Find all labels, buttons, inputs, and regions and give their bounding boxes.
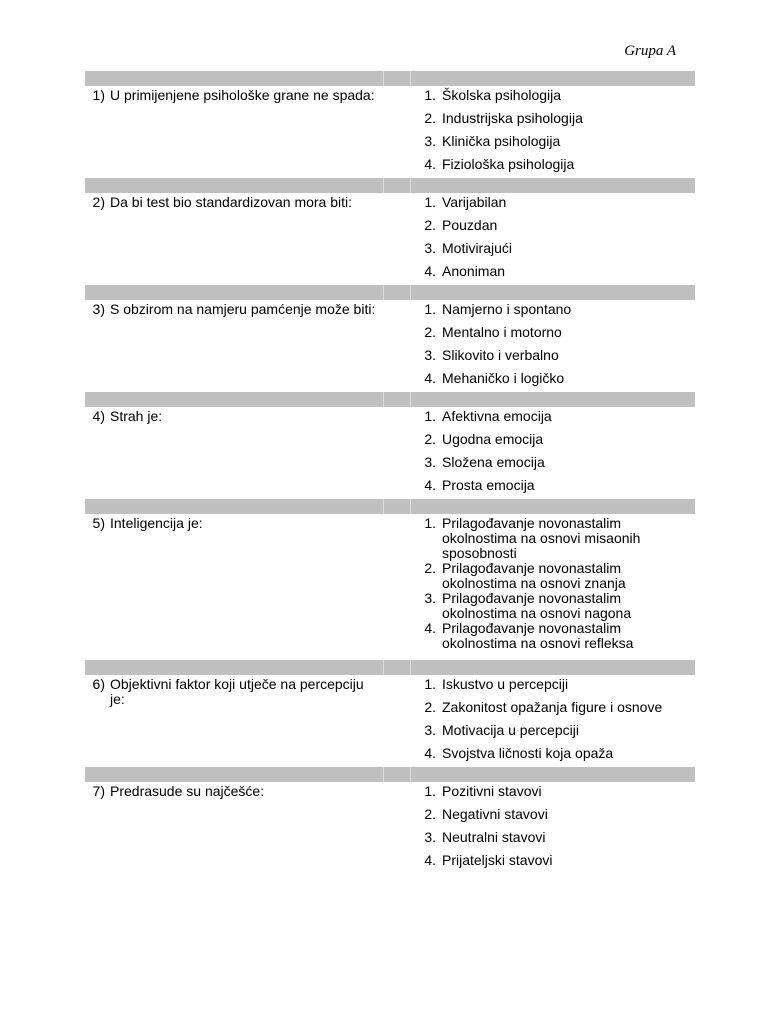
question-text: Predrasude su najčešće: bbox=[110, 783, 265, 799]
answer-number: 3. bbox=[424, 829, 436, 845]
answer-number: 3. bbox=[424, 722, 436, 738]
answer-number: 4. bbox=[424, 477, 436, 493]
answer-text: Neutralni stavovi bbox=[442, 829, 546, 845]
answer-text: Prilagođavanje novonastalim okolnostima na osnovi znanja bbox=[442, 560, 626, 591]
question-text: Objektivni faktor koji utječe na percepciju je: bbox=[110, 676, 364, 707]
answer-number: 1. bbox=[424, 676, 436, 692]
spacer-cell bbox=[383, 86, 410, 178]
question-number: 6) bbox=[92, 676, 105, 692]
question-number: 1) bbox=[92, 87, 105, 103]
question-cell bbox=[85, 300, 383, 392]
answer-number: 4. bbox=[424, 852, 436, 868]
answer-text: Slikovito i verbalno bbox=[442, 347, 559, 363]
answer-option bbox=[410, 348, 695, 363]
question-block bbox=[85, 514, 695, 660]
answer-text: Ugodna emocija bbox=[442, 431, 544, 447]
question-cell bbox=[85, 514, 383, 660]
bar-divider bbox=[410, 660, 411, 675]
bar-divider bbox=[383, 392, 384, 407]
answer-text: Motivacija u percepciji bbox=[442, 722, 579, 738]
answer-option bbox=[410, 700, 695, 715]
bar-divider bbox=[410, 392, 411, 407]
question-text: Da bi test bio standardizovan mora biti: bbox=[110, 194, 353, 210]
question-number: 7) bbox=[92, 783, 105, 799]
answer-option bbox=[410, 371, 695, 386]
answer-option bbox=[410, 432, 695, 447]
answer-text: Školska psihologija bbox=[442, 87, 562, 103]
question-separator-bar bbox=[85, 767, 695, 782]
answer-number: 1. bbox=[424, 87, 436, 103]
answer-option bbox=[410, 516, 695, 561]
question-cell bbox=[85, 193, 383, 285]
answer-number: 1. bbox=[424, 783, 436, 799]
answer-option bbox=[410, 302, 695, 317]
question-number: 4) bbox=[92, 408, 105, 424]
answer-list bbox=[410, 407, 695, 499]
bar-divider bbox=[410, 178, 411, 193]
answer-text: Industrijska psihologija bbox=[442, 110, 583, 126]
answer-number: 2. bbox=[424, 806, 436, 822]
answer-number: 3. bbox=[424, 133, 436, 149]
answer-number: 2. bbox=[424, 560, 436, 576]
answer-option bbox=[410, 561, 695, 591]
answer-list bbox=[410, 193, 695, 285]
answer-text: Složena emocija bbox=[442, 454, 545, 470]
answer-text: Prilagođavanje novonastalim okolnostima na osnovi misaonih sposobnosti bbox=[442, 515, 641, 561]
answer-option bbox=[410, 621, 695, 651]
answer-option bbox=[410, 455, 695, 470]
answer-number: 2. bbox=[424, 324, 436, 340]
question-separator-bar bbox=[85, 71, 695, 86]
answer-option bbox=[410, 830, 695, 845]
answer-number: 4. bbox=[424, 745, 436, 761]
answer-list bbox=[410, 514, 695, 660]
bar-divider bbox=[410, 767, 411, 782]
answer-number: 4. bbox=[424, 263, 436, 279]
answer-text: Pouzdan bbox=[442, 217, 498, 233]
question-separator-bar bbox=[85, 499, 695, 514]
answer-text: Klinička psihologija bbox=[442, 133, 561, 149]
question-cell bbox=[85, 407, 383, 499]
answer-option bbox=[410, 157, 695, 172]
bar-divider bbox=[410, 285, 411, 300]
answer-list bbox=[410, 86, 695, 178]
answer-option bbox=[410, 325, 695, 340]
bar-divider bbox=[383, 767, 384, 782]
question-number: 3) bbox=[92, 301, 105, 317]
answer-option bbox=[410, 784, 695, 799]
answer-number: 3. bbox=[424, 590, 436, 606]
answer-number: 2. bbox=[424, 110, 436, 126]
question-block bbox=[85, 193, 695, 285]
group-label: Grupa A bbox=[624, 43, 676, 59]
answer-text: Prilagođavanje novonastalim okolnostima na osnovi nagona bbox=[442, 590, 632, 621]
answer-number: 1. bbox=[424, 194, 436, 210]
answer-option bbox=[410, 807, 695, 822]
answer-option bbox=[410, 241, 695, 256]
answer-text: Prosta emocija bbox=[442, 477, 535, 493]
question-separator-bar bbox=[85, 392, 695, 407]
question-block bbox=[85, 407, 695, 499]
question-cell bbox=[85, 675, 383, 767]
question-text: S obzirom na namjeru pamćenje može biti: bbox=[110, 301, 376, 317]
answer-text: Zakonitost opažanja figure i osnove bbox=[442, 699, 663, 715]
answer-text: Pozitivni stavovi bbox=[442, 783, 542, 799]
answer-number: 3. bbox=[424, 454, 436, 470]
answer-number: 2. bbox=[424, 431, 436, 447]
question-text: Strah je: bbox=[110, 408, 163, 424]
answer-number: 1. bbox=[424, 301, 436, 317]
answer-list bbox=[410, 675, 695, 767]
answer-option bbox=[410, 746, 695, 761]
answer-text: Motivirajući bbox=[442, 240, 513, 256]
spacer-cell bbox=[383, 782, 410, 874]
question-cell bbox=[85, 86, 383, 178]
question-cell bbox=[85, 782, 383, 874]
answer-text: Anoniman bbox=[442, 263, 506, 279]
answer-text: Prijateljski stavovi bbox=[442, 852, 553, 868]
answer-option bbox=[410, 677, 695, 692]
answer-option bbox=[410, 218, 695, 233]
answer-option bbox=[410, 591, 695, 621]
answer-number: 3. bbox=[424, 347, 436, 363]
spacer-cell bbox=[383, 675, 410, 767]
bar-divider bbox=[410, 71, 411, 86]
spacer-cell bbox=[383, 193, 410, 285]
answer-text: Svojstva ličnosti koja opaža bbox=[442, 745, 614, 761]
question-block bbox=[85, 86, 695, 178]
answer-text: Mehaničko i logičko bbox=[442, 370, 565, 386]
answer-option bbox=[410, 409, 695, 424]
bar-divider bbox=[383, 71, 384, 86]
answer-text: Namjerno i spontano bbox=[442, 301, 572, 317]
answer-option bbox=[410, 111, 695, 126]
answer-number: 4. bbox=[424, 370, 436, 386]
answer-number: 1. bbox=[424, 515, 436, 531]
answer-text: Mentalno i motorno bbox=[442, 324, 562, 340]
bar-divider bbox=[410, 499, 411, 514]
answer-text: Prilagođavanje novonastalim okolnostima na osnovi refleksa bbox=[442, 620, 634, 651]
answer-text: Varijabilan bbox=[442, 194, 507, 210]
bar-divider bbox=[383, 660, 384, 675]
bar-divider bbox=[383, 178, 384, 193]
answer-text: Negativni stavovi bbox=[442, 806, 548, 822]
bar-divider bbox=[383, 285, 384, 300]
answer-text: Iskustvo u percepciji bbox=[442, 676, 569, 692]
question-block bbox=[85, 782, 695, 874]
question-text: Inteligencija je: bbox=[110, 515, 203, 531]
answer-list bbox=[410, 782, 695, 874]
answer-option bbox=[410, 478, 695, 493]
answer-option bbox=[410, 264, 695, 279]
answer-number: 2. bbox=[424, 699, 436, 715]
answer-option bbox=[410, 723, 695, 738]
question-separator-bar bbox=[85, 660, 695, 675]
answer-number: 3. bbox=[424, 240, 436, 256]
answer-text: Afektivna emocija bbox=[442, 408, 552, 424]
answer-number: 1. bbox=[424, 408, 436, 424]
answer-option bbox=[410, 195, 695, 210]
spacer-cell bbox=[383, 514, 410, 660]
question-number: 5) bbox=[92, 515, 105, 531]
question-separator-bar bbox=[85, 285, 695, 300]
answer-option bbox=[410, 853, 695, 868]
answer-number: 2. bbox=[424, 217, 436, 233]
answer-list bbox=[410, 300, 695, 392]
quiz-table bbox=[85, 71, 695, 874]
spacer-cell bbox=[383, 407, 410, 499]
answer-number: 4. bbox=[424, 620, 436, 636]
question-separator-bar bbox=[85, 178, 695, 193]
answer-option bbox=[410, 88, 695, 103]
question-block bbox=[85, 300, 695, 392]
answer-text: Fiziološka psihologija bbox=[442, 156, 575, 172]
spacer-cell bbox=[383, 300, 410, 392]
question-text: U primijenjene psihološke grane ne spada: bbox=[110, 87, 375, 103]
answer-option bbox=[410, 134, 695, 149]
question-block bbox=[85, 675, 695, 767]
question-number: 2) bbox=[92, 194, 105, 210]
answer-number: 4. bbox=[424, 156, 436, 172]
bar-divider bbox=[383, 499, 384, 514]
